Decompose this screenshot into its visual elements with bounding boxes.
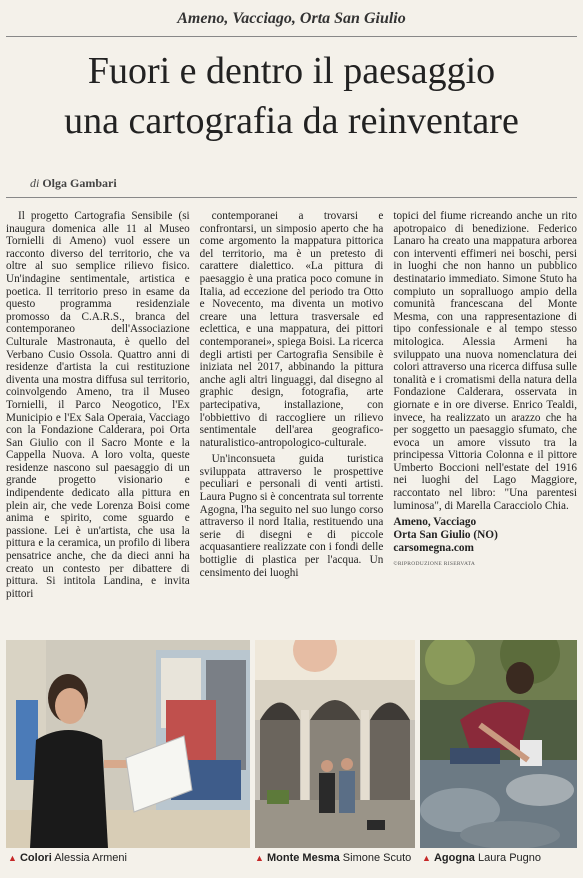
article-body — [6, 210, 577, 630]
article-column-2 — [200, 210, 384, 630]
photo-strip — [6, 640, 577, 848]
caption-place: Agogna — [433, 852, 475, 864]
caption-colori — [8, 852, 127, 864]
caption-monte-mesma — [255, 852, 411, 864]
caption-place: Colori — [19, 852, 52, 864]
triangle-marker-icon: ▲ — [8, 853, 17, 863]
paragraph: Il progetto Cartografia Sensibile (si inaugura domenica alle 11 al Museo Tornielli di Ameno) vuol essere un racconto diverso del territorio, che va oltre al suo semplice rilievo fisico. Un'indagine sentimentale, artistica e poetica. Il territorio preso in esame da questo programma residenziale promosso da C.A.R.S., branca del contemporaneo dell'Associazione Culturale Mastronauta, è quello del Verbano Cusio Ossola. Quattro anni di residenze d'artista la cui restituzione diventa una mostra diffusa sul territorio, coinvolgendo Ameno, tra il Museo Tornielli, il Parco Neogotico, l'Ex Municipio e l'Ex Sala Operaia, Vacciago con la Fondazione Calderara, poi Orta San Giulio con il Sacro Monte e la Cappella Nuova. A loro volta, queste residenze nascono sul paesaggio di un grande progetto visionario e indipendente dedicato alla pittura en plein air, che vede Lorenza Boisi come anima e spirito, come sguardo e passione. Lei è un'artista, che usa la pittura e la ceramica, un profilo di libera pensatrice anche, che da dieci anni ha creato un contesto per dibattere di pittura. Si intitola Landina, e invita pittori — [6, 210, 190, 600]
copyright-notice: ©RIPRODUZIONE RISERVATA — [393, 561, 476, 568]
photo-agogna — [420, 640, 577, 848]
paragraph: Un'inconsueta guida turistica sviluppata attraverso le prospettive peculiari e personali di venti artisti. Laura Pugno si è concentrata sul torrente Agogna, l'ha seguito nel suo lungo corso attraverso il nord Italia, restituendo una serie di disegni e di piccole acquasantiere realizzate con i fondi delle bottiglie di plastica per l'acqua. Un censimento dei luoghi — [199, 453, 384, 579]
cloister-image — [255, 640, 415, 848]
paragraph: topici del fiume ricreando anche un rito apotropaico di benedizione. Federico Lanaro ha creato una mappatura arborea con interventi effimeri nei boschi, persi in luoghi che non hanno un pubblico destinatario immediato. Simone Stuto ha compiuto un sopralluogo ampio della comunità francescana del Monte Mesma, con una rappresentazione di tipo confessionale e al tempo stesso mitologica. Alessia Armeni ha sviluppato una nuova nomenclatura dei colori attraverso una ricerca diffusa sulle tonalità e i cromatismi della natura della Fondazione Calderara, osservata in giornate e in ore diverse. Enrico Tealdi, invece, ha realizzato un arazzo che ha per soggetto un paesaggio sfumato, che evoca un amore vissuto tra la principessa Vittoria Colonna e il pittore Umberto Boccioni nell'estate del 1916 nei luoghi del Lago Maggiore, raccontato nel libro: "Una parentesi luminosa", di Marella Caracciolo Chia. — [393, 210, 578, 512]
caption-artist: Simone Scuto — [342, 852, 412, 864]
event-info — [393, 516, 577, 555]
article-column-3 — [393, 210, 577, 630]
caption-agogna — [422, 852, 541, 864]
event-location-2: Orta San Giulio (NO) — [393, 529, 498, 542]
paragraph: contemporanei a trovarsi e confrontarsi, un simposio aperto che ha come argomento la mappatura pittorica del territorio, ma è un pretesto di carattere dialettico. «La pittura di paesaggio è una pratica poco comune in Italia, ad eccezione del periodo tra Otto e Novecento, ma diventa un motivo creare una lettura trasversale ed eclettica, e una mappatura, dei pittori contemporanei», spiega Boisi. La ricerca degli artisti per Cartografia Sensibile è iniziata nel 2017, abbinando la pittura anche agli altri linguaggi, dal disegno al graphic design, fotografia, arte partecipativa, installazione, con l'obbiettivo di raccogliere un rilievo sentimentale dell'area geografico-naturalistico-antropologico-culturale. — [199, 210, 384, 449]
caption-artist: Laura Pugno — [478, 852, 541, 864]
headline-line-1: Fuori e dentro il paesaggio — [87, 50, 496, 92]
river-image — [420, 640, 577, 848]
caption-place: Monte Mesma — [266, 852, 340, 864]
photo-colori — [6, 640, 250, 848]
byline-rule — [6, 197, 577, 198]
event-location-1: Ameno, Vacciago — [393, 516, 477, 529]
kicker-locations: Ameno, Vacciago, Orta San Giulio — [177, 10, 406, 27]
headline — [0, 52, 583, 140]
article-column-1 — [6, 210, 190, 630]
byline-author: Olga Gambari — [42, 176, 117, 190]
event-website: carsomegna.com — [393, 542, 474, 555]
painter-studio-image — [6, 640, 250, 848]
triangle-marker-icon: ▲ — [422, 853, 431, 863]
byline — [30, 176, 117, 191]
caption-artist: Alessia Armeni — [54, 852, 127, 864]
top-rule — [6, 36, 577, 37]
headline-line-2: una cartografia da reinventare — [64, 100, 519, 142]
triangle-marker-icon: ▲ — [255, 853, 264, 863]
byline-prefix: di — [30, 176, 40, 190]
photo-monte-mesma — [255, 640, 415, 848]
